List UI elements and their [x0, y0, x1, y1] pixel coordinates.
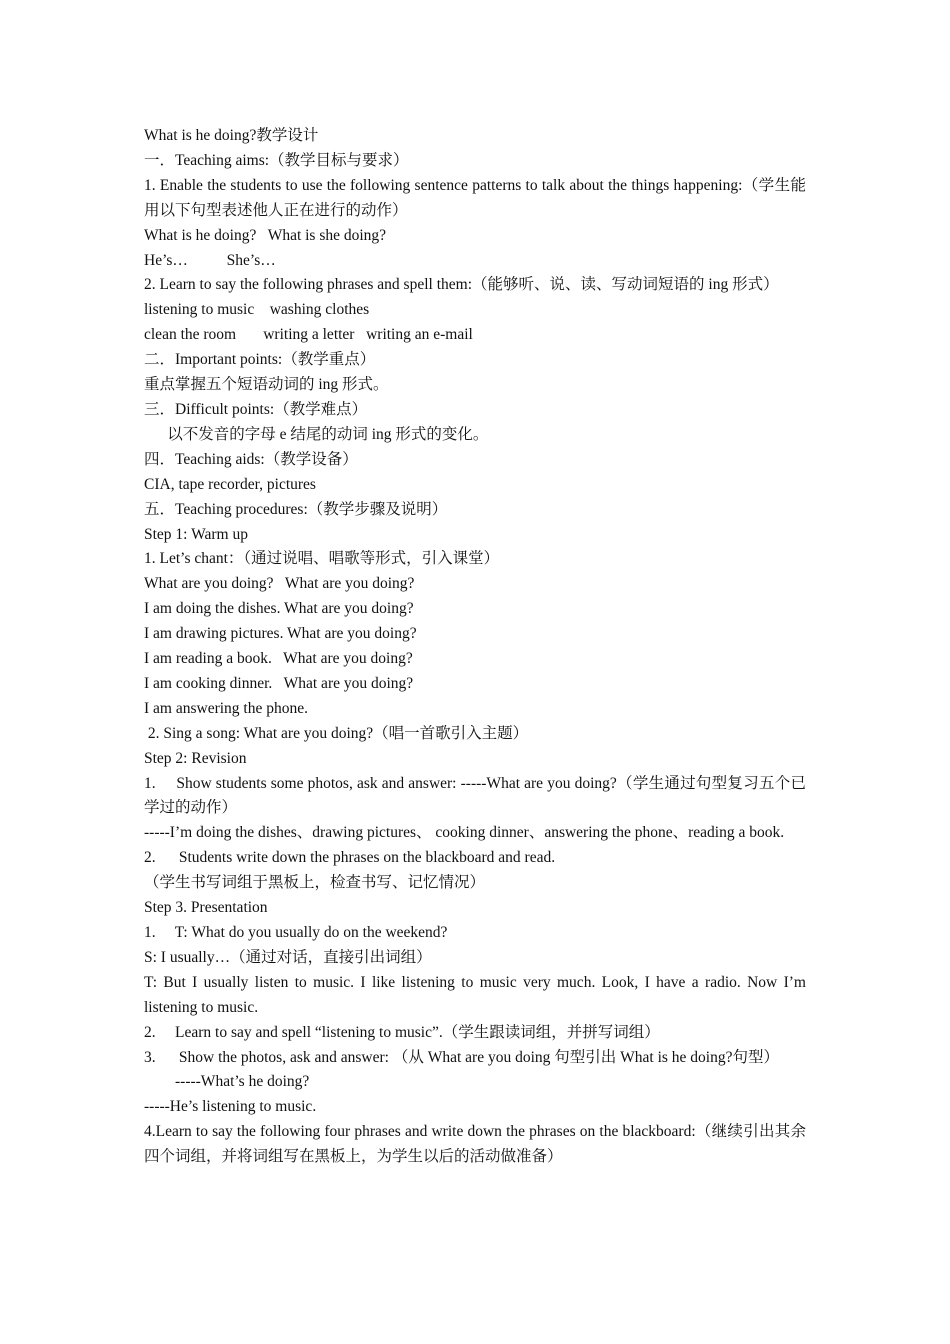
- paragraph: 1. Show students some photos, ask and answer: -----What are you doing?（学生通过句型复习五个已学过的动作）: [144, 774, 806, 817]
- paragraph: S: I usually…（通过对话，直接引出词组）: [144, 948, 432, 966]
- paragraph: 以不发音的字母 e 结尾的动词 ing 形式的变化。: [144, 425, 489, 443]
- chant-line: I am reading a book. What are you doing?: [144, 650, 413, 668]
- paragraph: -----I’m doing the dishes、drawing pictures、 cooking dinner、answering the phone、reading a book.: [144, 824, 785, 842]
- paragraph: What is he doing? What is she doing?: [144, 226, 387, 244]
- document-title: What is he doing?教学设计: [144, 127, 319, 144]
- paragraph: 1. Let’s chant：（通过说唱、唱歌等形式，引入课堂）: [144, 550, 500, 568]
- step-heading-presentation: Step 3. Presentation: [144, 899, 268, 917]
- paragraph: 4.Learn to say the following four phrases and write down the phrases on the blackboard:（继续引出其余四个词组，并将词组写在黑板上，为学生以后的活动做准备）: [144, 1123, 806, 1166]
- paragraph: clean the room writing a letter writing an e-mail: [144, 326, 473, 344]
- paragraph: CIA, tape recorder, pictures: [144, 475, 316, 493]
- document-page: [144, 124, 810, 1170]
- section-heading-teaching-aids: 四．Teaching aids:（教学设备）: [144, 450, 358, 468]
- paragraph: 1. T: What do you usually do on the weekend?: [144, 924, 448, 941]
- paragraph: -----What’s he doing?: [144, 1073, 310, 1091]
- paragraph: 1. Enable the students to use the following sentence patterns to talk about the things happening:（学生能用以下句型表述他人正在进行的动作）: [144, 176, 806, 219]
- chant-line: I am cooking dinner. What are you doing?: [144, 674, 414, 692]
- paragraph: 2. Learn to say the following phrases and spell them:（能够听、说、读、写动词短语的 ing 形式）: [144, 276, 779, 294]
- paragraph: He’s… She’s…: [144, 251, 276, 269]
- section-heading-important-points: 二．Important points:（教学重点）: [144, 351, 376, 369]
- paragraph: 2. Learn to say and spell “listening to music”.（学生跟读词组，并拼写词组）: [144, 1023, 660, 1041]
- chant-line: What are you doing? What are you doing?: [144, 575, 415, 593]
- chant-line: I am drawing pictures. What are you doing?: [144, 625, 417, 643]
- section-heading-difficult-points: 三．Difficult points:（教学难点）: [144, 400, 368, 418]
- paragraph: 重点掌握五个短语动词的 ing 形式。: [144, 376, 389, 394]
- paragraph: 2. Students write down the phrases on the blackboard and read.: [144, 849, 556, 867]
- step-heading-warm-up: Step 1: Warm up: [144, 525, 248, 543]
- chant-line: I am answering the phone.: [144, 699, 308, 717]
- paragraph: 3. Show the photos, ask and answer: （从 What are you doing 句型引出 What is he doing?句型）: [144, 1048, 779, 1066]
- section-heading-teaching-procedures: 五．Teaching procedures:（教学步骤及说明）: [144, 500, 448, 518]
- paragraph: 2. Sing a song: What are you doing?（唱一首歌引入主题）: [144, 724, 529, 742]
- paragraph: -----He’s listening to music.: [144, 1098, 317, 1116]
- paragraph: （学生书写词组于黑板上，检查书写、记忆情况）: [144, 874, 486, 892]
- section-heading-teaching-aims: 一．Teaching aims:（教学目标与要求）: [144, 151, 409, 169]
- chant-line: I am doing the dishes. What are you doing?: [144, 600, 414, 618]
- paragraph: T: But I usually listen to music. I like listening to music very much. Look, I have a radio. Now I’m listening to music.: [144, 973, 810, 1016]
- step-heading-revision: Step 2: Revision: [144, 749, 247, 767]
- paragraph: listening to music washing clothes: [144, 301, 370, 319]
